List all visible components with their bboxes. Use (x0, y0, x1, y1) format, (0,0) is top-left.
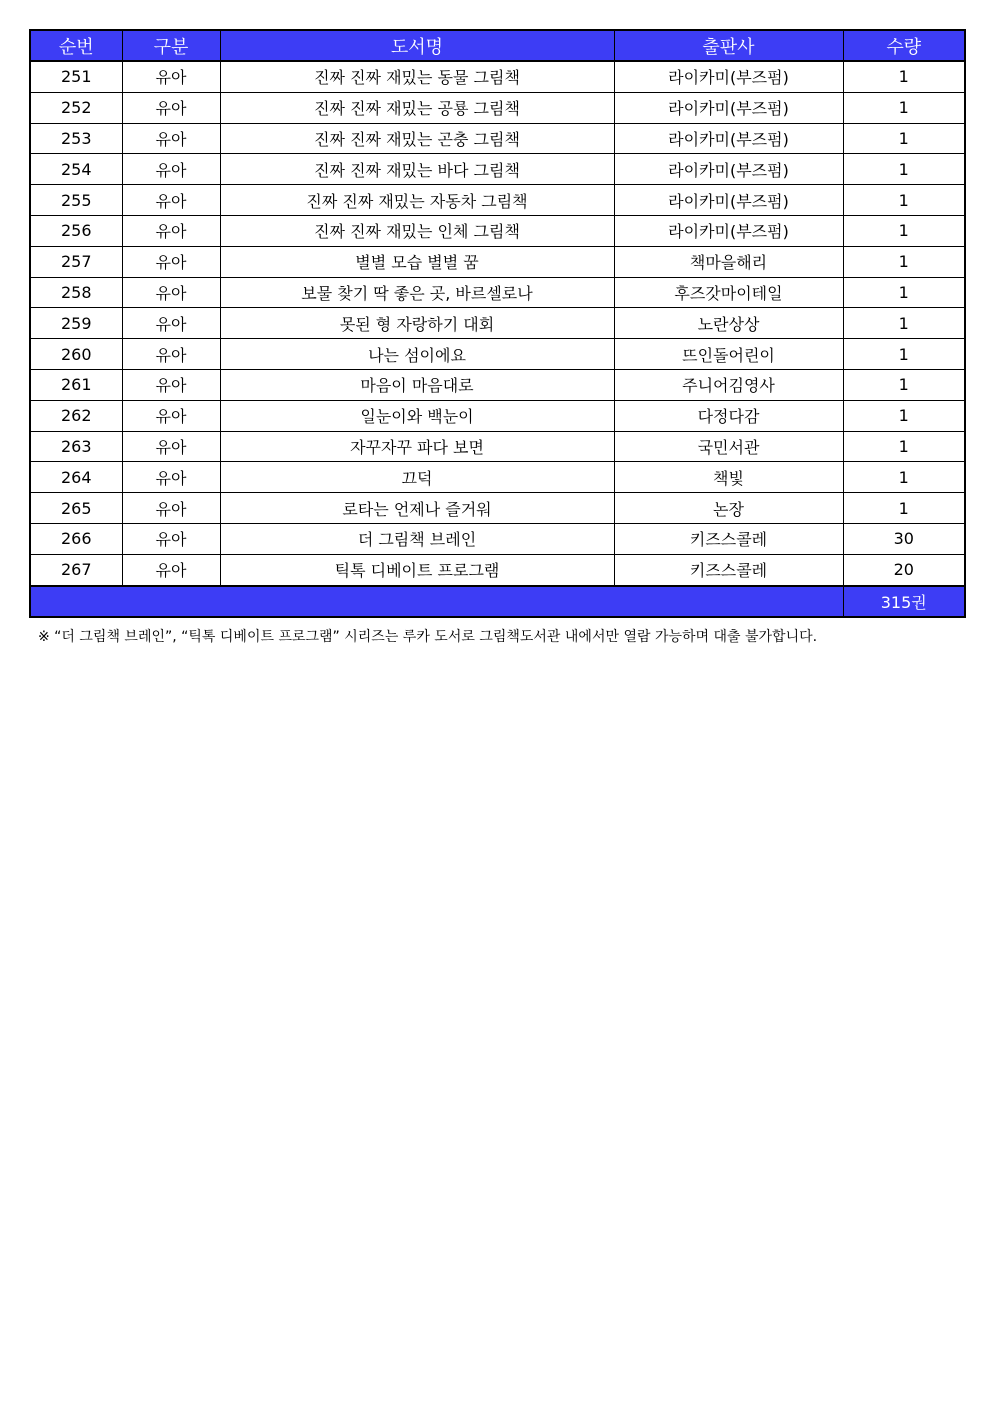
cell-number: 256 (30, 215, 122, 246)
header-quantity: 수량 (843, 30, 965, 61)
table-row (30, 123, 965, 154)
cell-title: 틱톡 디베이트 프로그램 (220, 554, 614, 585)
cell-quantity: 1 (843, 246, 965, 277)
book-list-table (29, 29, 966, 618)
cell-category: 유아 (122, 339, 220, 370)
cell-quantity: 1 (843, 339, 965, 370)
cell-category: 유아 (122, 462, 220, 493)
header-category: 구분 (122, 30, 220, 61)
cell-category: 유아 (122, 215, 220, 246)
cell-category: 유아 (122, 154, 220, 185)
table-header-row (30, 30, 965, 61)
header-number: 순번 (30, 30, 122, 61)
cell-quantity: 20 (843, 554, 965, 585)
cell-number: 263 (30, 431, 122, 462)
cell-title: 진짜 진짜 재밌는 자동차 그림책 (220, 185, 614, 216)
table-row (30, 92, 965, 123)
cell-category: 유아 (122, 61, 220, 92)
cell-number: 261 (30, 369, 122, 400)
header-publisher: 출판사 (614, 30, 843, 61)
cell-title: 마음이 마음대로 (220, 369, 614, 400)
cell-publisher: 라이카미(부즈펌) (614, 92, 843, 123)
cell-quantity: 1 (843, 462, 965, 493)
cell-publisher: 주니어김영사 (614, 369, 843, 400)
cell-title: 별별 모습 별별 꿈 (220, 246, 614, 277)
table-row (30, 185, 965, 216)
cell-quantity: 1 (843, 215, 965, 246)
cell-quantity: 1 (843, 61, 965, 92)
cell-publisher: 다정다감 (614, 400, 843, 431)
cell-publisher: 국민서관 (614, 431, 843, 462)
cell-number: 254 (30, 154, 122, 185)
cell-publisher: 책마을해리 (614, 246, 843, 277)
footnote: ※ “더 그림책 브레인”, “틱톡 디베이트 프로그램” 시리즈는 루카 도서로 그림책도서관 내에서만 열람 가능하며 대출 불가합니다. (38, 629, 818, 645)
cell-publisher: 키즈스콜레 (614, 554, 843, 585)
cell-category: 유아 (122, 308, 220, 339)
cell-publisher: 라이카미(부즈펌) (614, 215, 843, 246)
cell-publisher: 후즈갓마이테일 (614, 277, 843, 308)
cell-publisher: 라이카미(부즈펌) (614, 123, 843, 154)
cell-category: 유아 (122, 246, 220, 277)
cell-title: 일눈이와 백눈이 (220, 400, 614, 431)
cell-title: 끄덕 (220, 462, 614, 493)
cell-number: 262 (30, 400, 122, 431)
table-total-row (30, 586, 965, 617)
table-row (30, 431, 965, 462)
table-row (30, 61, 965, 92)
table-row (30, 523, 965, 554)
total-label-cell (30, 586, 843, 617)
cell-category: 유아 (122, 185, 220, 216)
table-row (30, 369, 965, 400)
cell-title: 나는 섬이에요 (220, 339, 614, 370)
cell-category: 유아 (122, 369, 220, 400)
total-quantity: 315권 (843, 586, 965, 617)
cell-quantity: 1 (843, 154, 965, 185)
header-title: 도서명 (220, 30, 614, 61)
cell-number: 266 (30, 523, 122, 554)
table-row (30, 493, 965, 524)
cell-quantity: 1 (843, 123, 965, 154)
cell-publisher: 노란상상 (614, 308, 843, 339)
cell-category: 유아 (122, 554, 220, 585)
cell-publisher: 키즈스콜레 (614, 523, 843, 554)
cell-publisher: 라이카미(부즈펌) (614, 185, 843, 216)
table-row (30, 339, 965, 370)
table-row (30, 554, 965, 585)
cell-title: 더 그림책 브레인 (220, 523, 614, 554)
cell-title: 진짜 진짜 재밌는 바다 그림책 (220, 154, 614, 185)
cell-number: 253 (30, 123, 122, 154)
cell-category: 유아 (122, 92, 220, 123)
cell-publisher: 책빛 (614, 462, 843, 493)
cell-number: 260 (30, 339, 122, 370)
cell-number: 267 (30, 554, 122, 585)
cell-publisher: 논장 (614, 493, 843, 524)
cell-title: 진짜 진짜 재밌는 곤충 그림책 (220, 123, 614, 154)
cell-quantity: 1 (843, 431, 965, 462)
cell-quantity: 1 (843, 185, 965, 216)
cell-quantity: 1 (843, 400, 965, 431)
cell-title: 보물 찾기 딱 좋은 곳, 바르셀로나 (220, 277, 614, 308)
table-row (30, 308, 965, 339)
cell-category: 유아 (122, 123, 220, 154)
cell-category: 유아 (122, 493, 220, 524)
table-row (30, 215, 965, 246)
cell-publisher: 라이카미(부즈펌) (614, 154, 843, 185)
cell-publisher: 라이카미(부즈펌) (614, 61, 843, 92)
cell-quantity: 1 (843, 308, 965, 339)
cell-quantity: 1 (843, 493, 965, 524)
cell-number: 252 (30, 92, 122, 123)
table-row (30, 246, 965, 277)
table-row (30, 462, 965, 493)
cell-quantity: 1 (843, 369, 965, 400)
cell-title: 자꾸자꾸 파다 보면 (220, 431, 614, 462)
cell-number: 258 (30, 277, 122, 308)
cell-quantity: 1 (843, 277, 965, 308)
cell-number: 259 (30, 308, 122, 339)
cell-number: 257 (30, 246, 122, 277)
cell-title: 로타는 언제나 즐거워 (220, 493, 614, 524)
cell-title: 진짜 진짜 재밌는 공룡 그림책 (220, 92, 614, 123)
cell-number: 251 (30, 61, 122, 92)
cell-category: 유아 (122, 400, 220, 431)
cell-number: 255 (30, 185, 122, 216)
cell-category: 유아 (122, 523, 220, 554)
table-row (30, 400, 965, 431)
table-body (30, 61, 965, 586)
cell-category: 유아 (122, 277, 220, 308)
cell-publisher: 뜨인돌어린이 (614, 339, 843, 370)
table-row (30, 277, 965, 308)
cell-title: 못된 형 자랑하기 대회 (220, 308, 614, 339)
cell-quantity: 30 (843, 523, 965, 554)
cell-number: 265 (30, 493, 122, 524)
cell-quantity: 1 (843, 92, 965, 123)
cell-number: 264 (30, 462, 122, 493)
table-row (30, 154, 965, 185)
cell-title: 진짜 진짜 재밌는 인체 그림책 (220, 215, 614, 246)
cell-category: 유아 (122, 431, 220, 462)
cell-title: 진짜 진짜 재밌는 동물 그림책 (220, 61, 614, 92)
